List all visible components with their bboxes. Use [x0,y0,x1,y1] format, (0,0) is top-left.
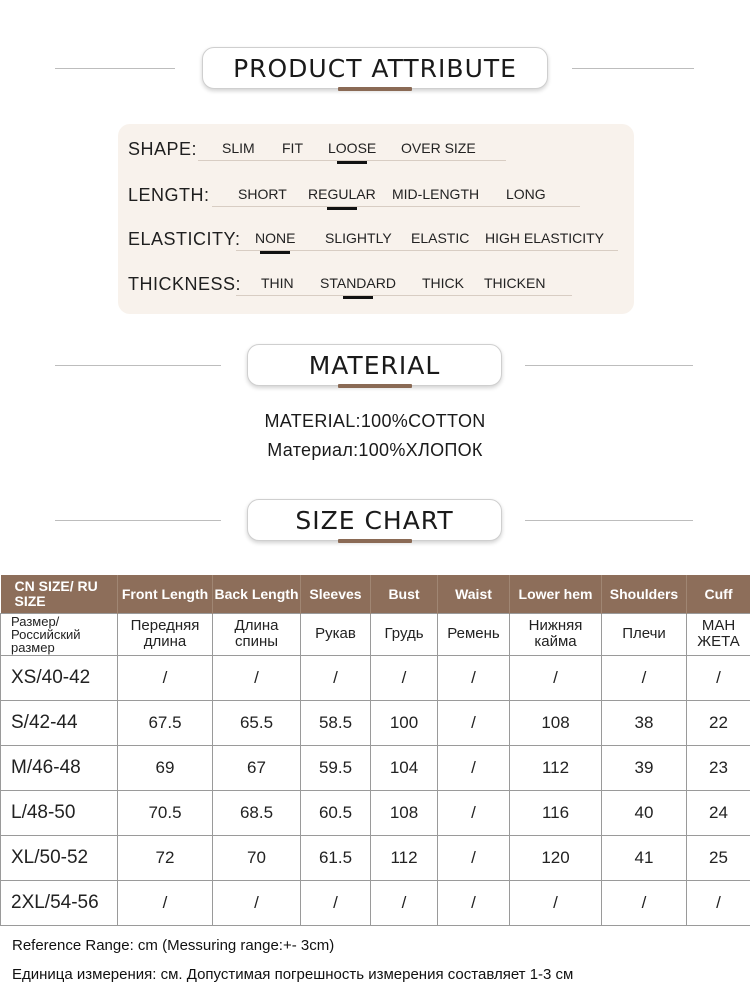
measurement-cell: / [118,880,213,925]
attribute-option: MID-LENGTH [392,186,480,202]
selected-marker [337,161,367,164]
column-header: Bust [371,575,438,613]
column-header: Waist [438,575,510,613]
reference-note-en: Reference Range: cm (Messuring range:+- 3cm) [12,937,335,954]
measurement-cell: / [438,700,510,745]
attribute-option: SLIM [222,140,255,156]
attribute-label: LENGTH: [128,185,210,205]
measurement-cell: 100 [371,700,438,745]
size-chart-header [0,499,750,549]
product-attribute-header [0,47,750,97]
attribute-option-selected: REGULAR [308,186,376,202]
size-label-cell: XS/40-42 [1,655,118,700]
reference-note-ru: Единица измерения: см. Допустимая погрешность измерения составляет 1-3 см [12,966,574,983]
attribute-row [128,180,628,210]
attribute-label: SHAPE: [128,139,198,159]
measurement-cell: / [371,880,438,925]
selected-marker [343,296,373,299]
title-accent-bar [338,539,412,543]
attribute-option: THICKEN [484,275,546,291]
measurement-cell: 116 [510,790,602,835]
measurement-cell: 60.5 [301,790,371,835]
column-header-ru: Длина спины [213,613,301,655]
measurement-cell: 70.5 [118,790,213,835]
measurement-cell: 108 [371,790,438,835]
attribute-option-selected: STANDARD [320,275,396,291]
column-header: Sleeves [301,575,371,613]
attribute-option: LONG [506,186,546,202]
measurement-cell: / [438,880,510,925]
measurement-cell: 104 [371,745,438,790]
column-header-ru: Рукав [301,613,371,655]
column-header: CN SIZE/ RU SIZE [1,575,118,613]
measurement-cell: 67.5 [118,700,213,745]
measurement-cell: / [301,880,371,925]
measurement-cell: / [438,835,510,880]
measurement-cell: / [602,880,687,925]
table-header-ru-row [1,613,750,655]
divider-left [55,68,175,69]
measurement-cell: 40 [602,790,687,835]
attribute-option: THICK [422,275,464,291]
measurement-cell: 22 [687,700,750,745]
size-table [0,575,750,926]
attribute-panel [118,124,634,314]
attribute-underline [236,250,618,251]
section-title-text: MATERIAL [308,350,441,380]
attribute-option: THIN [261,275,294,291]
table-row [1,835,750,880]
measurement-cell: / [602,655,687,700]
column-header-ru: Нижняя кайма [510,613,602,655]
size-label-cell: L/48-50 [1,790,118,835]
measurement-cell: 67 [213,745,301,790]
measurement-cell: / [510,880,602,925]
measurement-cell: / [438,655,510,700]
section-title-text: PRODUCT ATTRIBUTE [233,53,517,83]
table-row [1,880,750,925]
measurement-cell: / [687,880,750,925]
divider-right [525,520,693,521]
divider-left [55,365,221,366]
column-header-ru: МАН ЖЕТА [687,613,750,655]
column-header-ru: Плечи [602,613,687,655]
measurement-cell: 39 [602,745,687,790]
table-row [1,790,750,835]
selected-marker [327,207,357,210]
measurement-cell: 24 [687,790,750,835]
measurement-cell: 108 [510,700,602,745]
attribute-underline [212,206,580,207]
section-title-text: SIZE CHART [295,505,454,535]
divider-right [572,68,694,69]
table-row [1,700,750,745]
column-header-ru: Ремень [438,613,510,655]
measurement-cell: / [301,655,371,700]
measurement-cell: / [687,655,750,700]
attribute-option: FIT [282,140,303,156]
measurement-cell: 58.5 [301,700,371,745]
size-label-cell: XL/50-52 [1,835,118,880]
column-header-ru: Грудь [371,613,438,655]
attribute-row [128,224,628,254]
measurement-cell: 61.5 [301,835,371,880]
attribute-row [128,134,628,164]
attribute-option-selected: NONE [255,230,296,246]
measurement-cell: 70 [213,835,301,880]
section-title [202,47,548,89]
column-header: Lower hem [510,575,602,613]
column-header: Back Length [213,575,301,613]
size-label-cell: M/46-48 [1,745,118,790]
attribute-row [128,269,628,299]
title-accent-bar [338,384,412,388]
attribute-option: HIGH ELASTICITY [485,230,605,246]
table-row [1,655,750,700]
material-ru: Материал:100%ХЛОПОК [267,440,483,460]
measurement-cell: 23 [687,745,750,790]
column-header-ru: Размер/ Российский размер [1,613,118,655]
attribute-option: SHORT [238,186,287,202]
material-en: MATERIAL:100%COTTON [264,411,486,431]
attribute-label: ELASTICITY: [128,229,241,249]
selected-marker [260,251,290,254]
measurement-cell: 69 [118,745,213,790]
attribute-option-selected: LOOSE [328,140,377,156]
measurement-cell: / [438,790,510,835]
attribute-option: OVER SIZE [401,140,476,156]
title-accent-bar [338,87,412,91]
column-header-ru: Передняя длина [118,613,213,655]
section-title [247,344,502,386]
column-header: Front Length [118,575,213,613]
table-row [1,745,750,790]
measurement-cell: / [438,745,510,790]
measurement-cell: 112 [510,745,602,790]
measurement-cell: 38 [602,700,687,745]
measurement-cell: 72 [118,835,213,880]
measurement-cell: 65.5 [213,700,301,745]
measurement-cell: / [213,655,301,700]
attribute-label: THICKNESS: [128,274,242,294]
size-label-cell: 2XL/54-56 [1,880,118,925]
measurement-cell: 41 [602,835,687,880]
material-header [0,344,750,394]
divider-right [525,365,693,366]
column-header: Cuff [687,575,750,613]
attribute-underline [236,295,572,296]
attribute-option: SLIGHTLY [325,230,392,246]
section-title [247,499,502,541]
measurement-cell: / [118,655,213,700]
divider-left [55,520,221,521]
table-header-row [1,575,750,613]
attribute-option: ELASTIC [411,230,470,246]
measurement-cell: 68.5 [213,790,301,835]
measurement-cell: 59.5 [301,745,371,790]
size-label-cell: S/42-44 [1,700,118,745]
measurement-cell: / [371,655,438,700]
measurement-cell: / [510,655,602,700]
measurement-cell: 120 [510,835,602,880]
measurement-cell: / [213,880,301,925]
measurement-cell: 112 [371,835,438,880]
column-header: Shoulders [602,575,687,613]
measurement-cell: 25 [687,835,750,880]
